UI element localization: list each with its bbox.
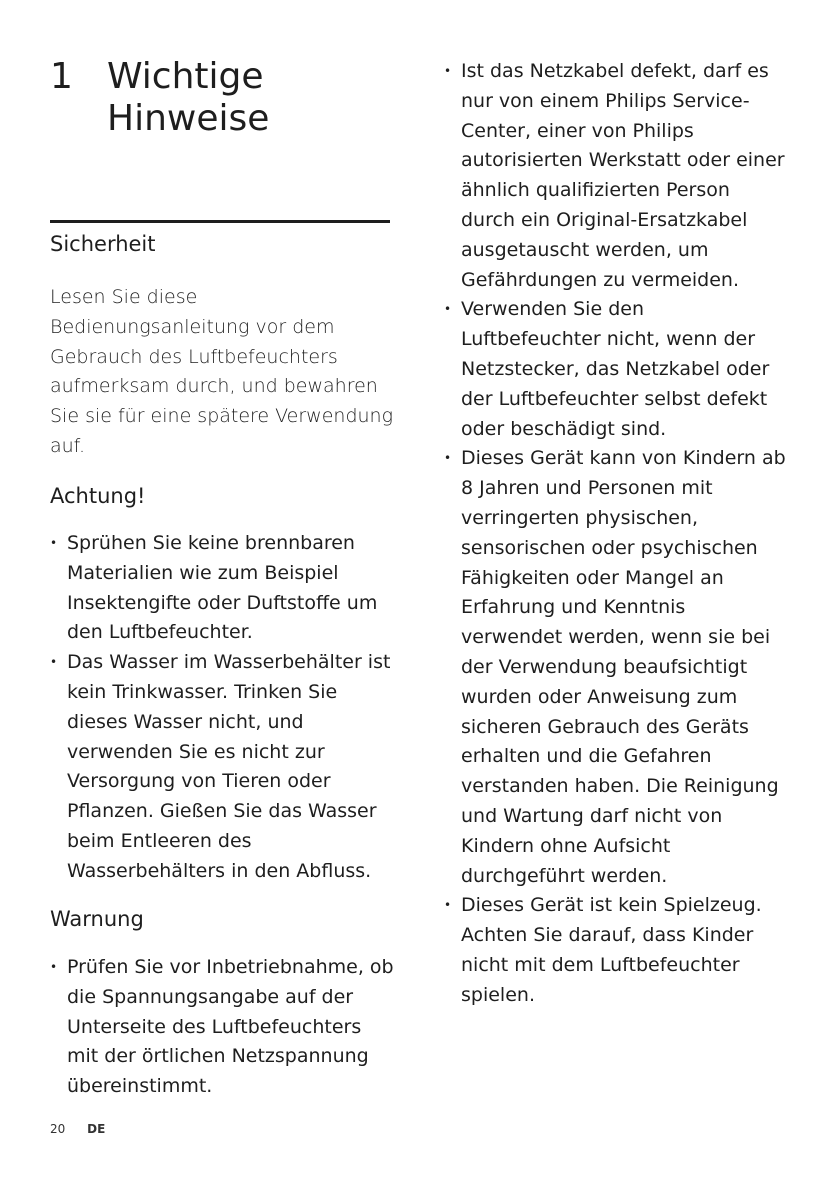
chapter-number: 1 [50,56,73,97]
caution-item: • Sprühen Sie keine brennbaren Materialien wie zum Beispiel Insektengifte oder Duftstoffe um den Luftbefeuchter. [50,529,395,648]
language-code: DE [87,1122,106,1136]
warning-item: • Prüfen Sie vor Inbetriebnahme, ob die Spannungsangabe auf der Unterseite des Luftbefeuchters mit der örtlichen Netzspannung übereinstimmt. [50,953,395,1102]
caution-heading: Achtung! [50,484,146,508]
safety-item: • Dieses Gerät kann von Kindern ab 8 Jahren und Personen mit verringerten physischen, sensorischen oder psychischen Fähigkeiten oder Mangel an Erfahrung und Kenntnis verwendet werden, wenn sie bei der Verwendung beaufsichtigt wurden oder Anweisung zum sicheren Gebrauch des Geräts erhalten und die Gefahren verstanden haben. Die Reinigung und Wartung darf nicht von Kindern ohne Aufsicht durchgeführt werden. [444,444,789,891]
chapter-title-line2: Hinweise [107,98,270,139]
safety-item: • Dieses Gerät ist kein Spielzeug. Achten Sie darauf, dass Kinder nicht mit dem Luftbefeuchter spielen. [444,891,789,1010]
chapter-title-line1: Wichtige [107,56,264,97]
safety-item: • Verwenden Sie den Luftbefeuchter nicht, wenn der Netzstecker, das Netzkabel oder der Luftbefeuchter selbst defekt oder beschädigt sind. [444,295,789,444]
safety-heading: Sicherheit [50,232,156,256]
page-footer [50,1122,105,1136]
safety-paragraph: Lesen Sie diese Bedienungsanleitung vor dem Gebrauch des Luftbefeuchters aufmerksam durch, und bewahren Sie sie für eine spätere Verwendung auf. [50,286,394,457]
warning-list [50,953,395,1102]
safety-item: • Ist das Netzkabel defekt, darf es nur von einem Philips Service-Center, einer von Philips autorisierten Werkstatt oder einer ähnlich qualifizierten Person durch ein Original-Ersatzkabel ausgetauscht werden, um Gefährdungen zu vermeiden. [444,57,789,295]
warning-heading: Warnung [50,907,144,931]
section-divider [50,220,390,223]
caution-list [50,529,395,887]
caution-item: • Das Wasser im Wasserbehälter ist kein Trinkwasser. Trinken Sie dieses Wasser nicht, und verwenden Sie es nicht zur Versorgung von Tieren oder Pflanzen. Gießen Sie das Wasser beim Entleeren des Wasserbehälters in den Abfluss. [50,648,395,886]
page-number: 20 [50,1122,66,1136]
right-column-list [444,57,789,1011]
chapter-heading [50,56,390,140]
